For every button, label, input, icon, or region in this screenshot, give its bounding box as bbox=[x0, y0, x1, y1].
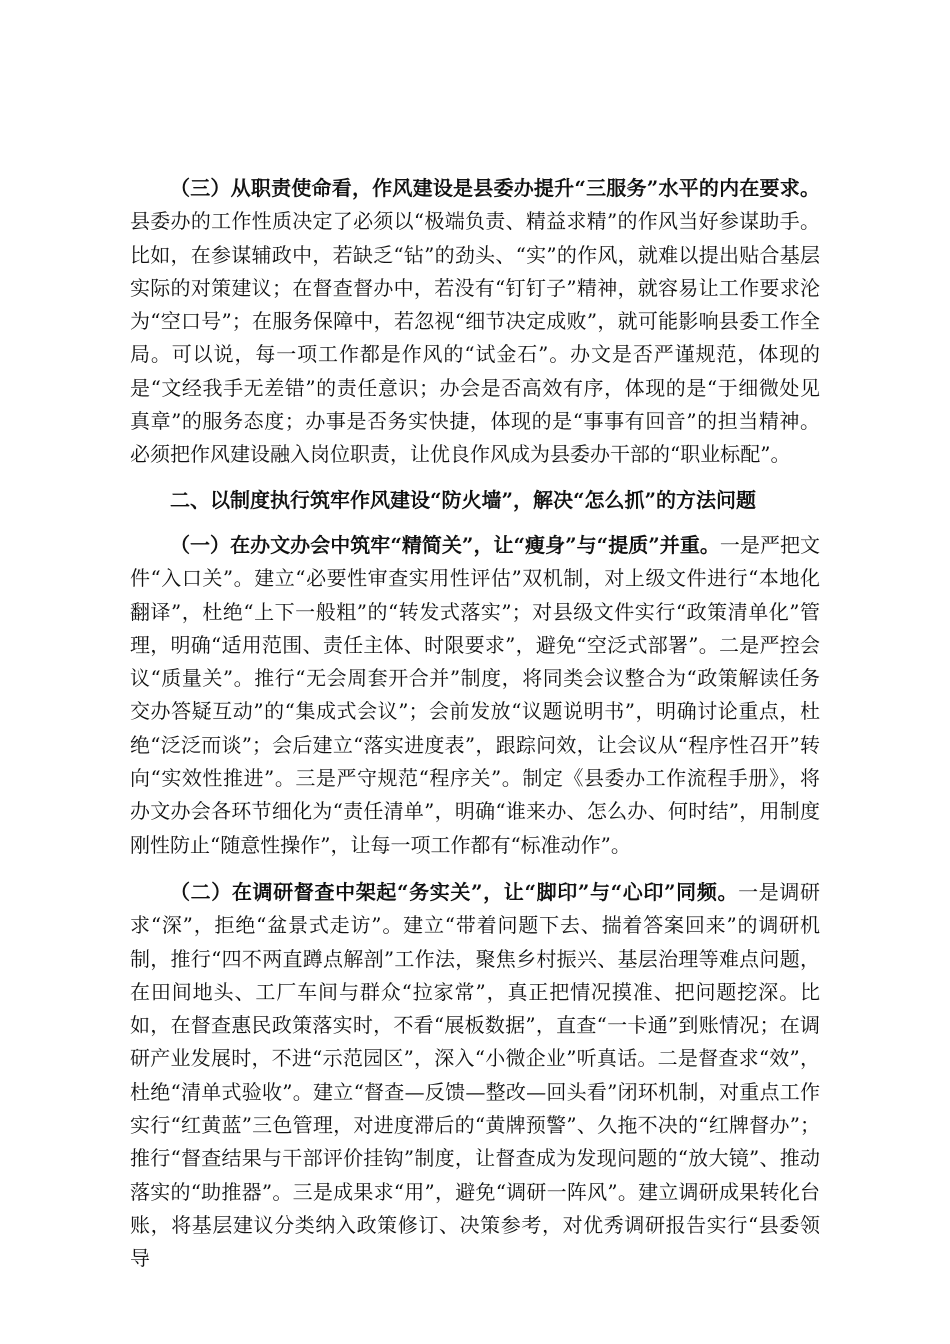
paragraph-lead-sentence: （二）在调研督查中架起“务实关”，让“脚印”与“心印”同频。 bbox=[170, 879, 739, 904]
paragraph-body-text: 一是调研求“深”，拒绝“盆景式走访”。建立“带着问题下去、揣着答案回来”的调研机制，推行“四不两直蹲点解剖”工作法，聚焦乡村振兴、基层治理等难点问题，在田间地头、工厂车间与群众“拉家常”，真正把情况摸准、把问题挖深。比如，在督查惠民政策落实时，不看“展板数据”，直查“一卡通”到账情况；在调研产业发展时，不进“示范园区”，深入“小微企业”听真话。二是督查求“效”，杜绝“清单式验收”。建立“督查—反馈—整改—回头看”闭环机制，对重点工作实行“红黄蓝”三色管理，对进度滞后的“黄牌预警”、久拖不决的“红牌督办”；推行“督查结果与干部评价挂钩”制度，让督查成为发现问题的“放大镜”、推动落实的“助推器”。三是成果求“用”，避免“调研一阵风”。建立调研成果转化台账，将基层建议分类纳入政策修订、决策参考，对优秀调研报告实行“县委领导 bbox=[130, 879, 821, 1271]
section-heading: 二、以制度执行筑牢作风建设“防火墙”，解决“怎么抓”的方法问题 bbox=[170, 487, 757, 512]
paragraph-lead-sentence: （一）在办文办会中筑牢“精简关”，让“瘦身”与“提质”并重。 bbox=[170, 532, 720, 557]
paragraph-body-text: 一是严把文件“入口关”。建立“必要性审查实用性评估”双机制，对上级文件进行“本地化翻译”，杜绝“上下一般粗”的“转发式落实”；对县级文件实行“政策清单化”管理，明确“适用范围、责任主体、时限要求”，避免“空泛式部署”。二是严控会议“质量关”。推行“无会周套开合并”制度，将同类会议整合为“政策解读任务交办答疑互动”的“集成式会议”；会前发放“议题说明书”，明确讨论重点，杜绝“泛泛而谈”；会后建立“落实进度表”，跟踪问效，让会议从“程序性召开”转向“实效性推进”。三是严守规范“程序关”。制定《县委办工作流程手册》，将办文办会各环节细化为“责任清单”，明确“谁来办、怎么办、何时结”，用制度刚性防止“随意性操作”，让每一项工作都有“标准动作”。 bbox=[130, 532, 821, 857]
paragraph-lead-sentence: （三）从职责使命看，作风建设是县委办提升“三服务”水平的内在要求。 bbox=[170, 176, 820, 200]
document-body bbox=[130, 172, 820, 1276]
paragraph-body-text: 县委办的工作性质决定了必须以“极端负责、精益求精”的作风当好参谋助手。比如，在参谋辅政中，若缺乏“钻”的劲头、“实”的作风，就难以提出贴合基层实际的对策建议；在督查督办中，若没有“钉钉子”精神，就容易让工作要求沦为“空口号”；在服务保障中，若忽视“细节决定成败”，就可能影响县委工作全局。可以说，每一项工作都是作风的“试金石”。办文是否严谨规范，体现的是“文经我手无差错”的责任意识；办会是否高效有序，体现的是“于细微处见真章”的服务态度；办事是否务实快捷，体现的是“事事有回音”的担当精神。必须把作风建设融入岗位职责，让优良作风成为县委办干部的“职业标配”。 bbox=[130, 209, 820, 467]
paragraph-duty-mission bbox=[130, 172, 820, 472]
paragraph-document-meeting bbox=[130, 529, 820, 862]
paragraph-research-inspection bbox=[130, 876, 820, 1276]
paragraph-spacer bbox=[130, 862, 820, 876]
